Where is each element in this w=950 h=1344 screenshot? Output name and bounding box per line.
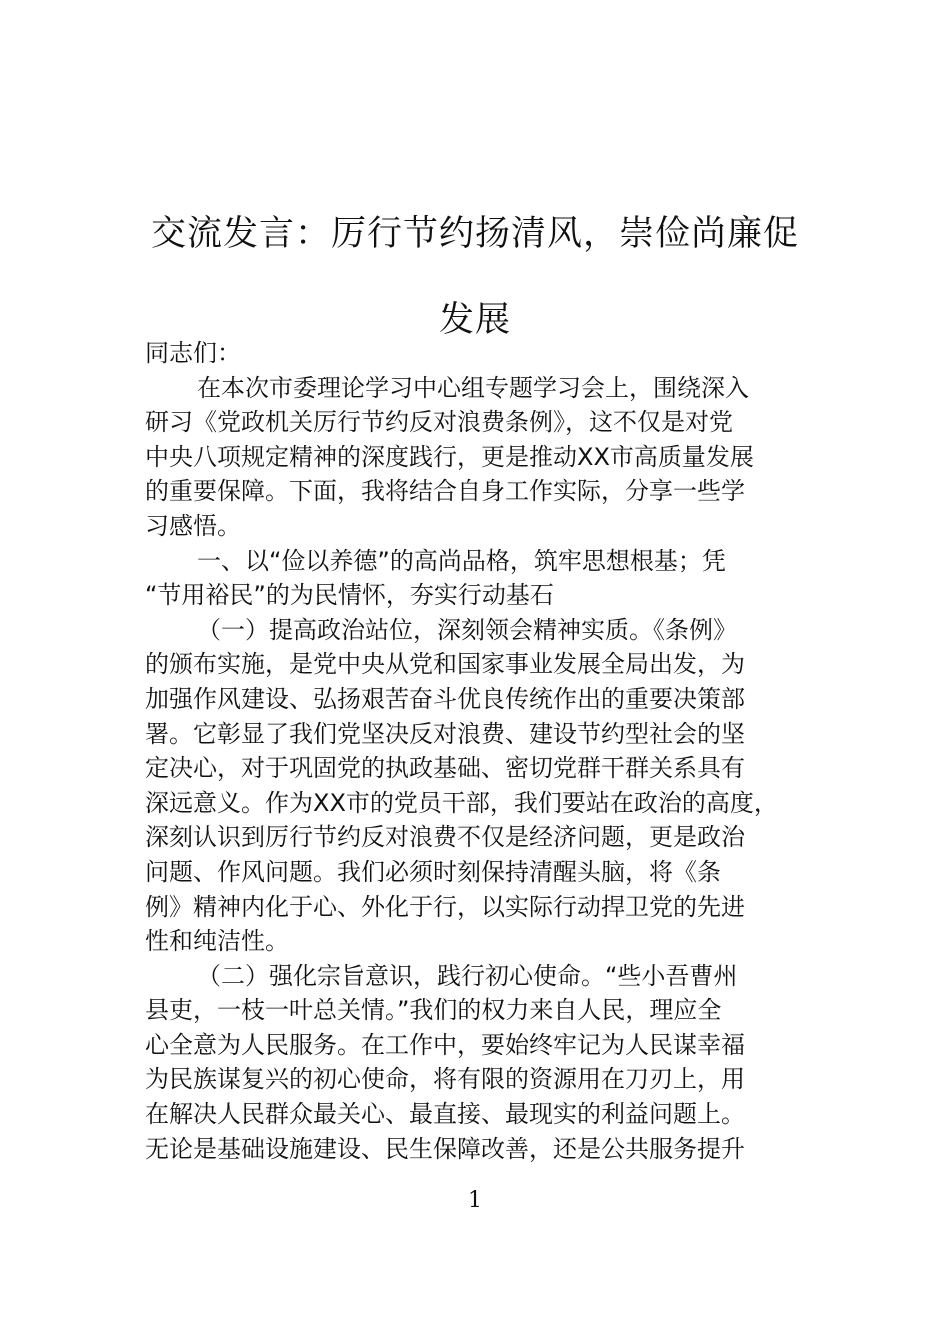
paragraph-line: 性和纯洁性。 [145, 927, 289, 956]
page-number: 1 [468, 1188, 482, 1213]
paragraph-line: 例》精神内化于心、外化于行，以实际行动捍卫党的先进 [145, 892, 745, 921]
paragraph-line: 研习《党政机关厉行节约反对浪费条例》，这不仅是对党 [145, 408, 733, 437]
paragraph-line: 在本次市委理论学习中心组专题学习会上，围绕深入 [197, 373, 749, 402]
section-heading-line: 一、以“俭以养德”的高尚品格，筑牢思想根基；凭 [197, 546, 726, 575]
document-body [145, 336, 835, 1166]
paragraph-line: 加强作风建设、弘扬艰苦奋斗优良传统作出的重要决策部 [145, 684, 745, 713]
paragraph-line: 无论是基础设施建设、民生保障改善，还是公共服务提升 [145, 1134, 745, 1163]
paragraph-line: 在解决人民群众最关心、最直接、最现实的利益问题上。 [145, 1100, 745, 1129]
section-heading-line: “节用裕民”的为民情怀，夯实行动基石 [145, 581, 554, 610]
paragraph-line: 定决心，对于巩固党的执政基础、密切党群干群关系具有 [145, 754, 745, 783]
paragraph-line: 深远意义。作为XX市的党员干部，我们要站在政治的高度， [145, 788, 778, 817]
paragraph-line: 的颁布实施，是党中央从党和国家事业发展全局出发，为 [145, 650, 745, 679]
paragraph-line: 习感悟。 [145, 511, 241, 540]
paragraph-line: 中央八项规定精神的深度践行，更是推动XX市高质量发展 [145, 442, 754, 471]
paragraph-line: （一）提高政治站位，深刻领会精神实质。《条例》 [197, 615, 737, 644]
title-line: 交流发言：厉行节约扬清风，崇俭尚廉促 [150, 214, 799, 255]
paragraph-line: 县吏，一枝一叶总关情。”我们的权力来自人民，理应全 [145, 996, 722, 1025]
paragraph-line: 深刻认识到厉行节约反对浪费不仅是经济问题，更是政治 [145, 823, 745, 852]
paragraph-line: 心全意为人民服务。在工作中，要始终牢记为人民谋幸福 [145, 1030, 745, 1059]
salutation: 同志们： [145, 339, 241, 367]
paragraph-line: （二）强化宗旨意识，践行初心使命。“些小吾曹州 [197, 961, 738, 990]
paragraph-line: 问题、作风问题。我们必须时刻保持清醒头脑，将《条 [145, 857, 721, 886]
paragraph-line: 署。它彰显了我们党坚决反对浪费、建设节约型社会的坚 [145, 719, 745, 748]
paragraph-line: 的重要保障。下面，我将结合自身工作实际，分享一些学 [145, 477, 745, 506]
title-line: 发展 [438, 300, 511, 341]
paragraph-line: 为民族谋复兴的初心使命，将有限的资源用在刀刃上，用 [145, 1065, 745, 1094]
